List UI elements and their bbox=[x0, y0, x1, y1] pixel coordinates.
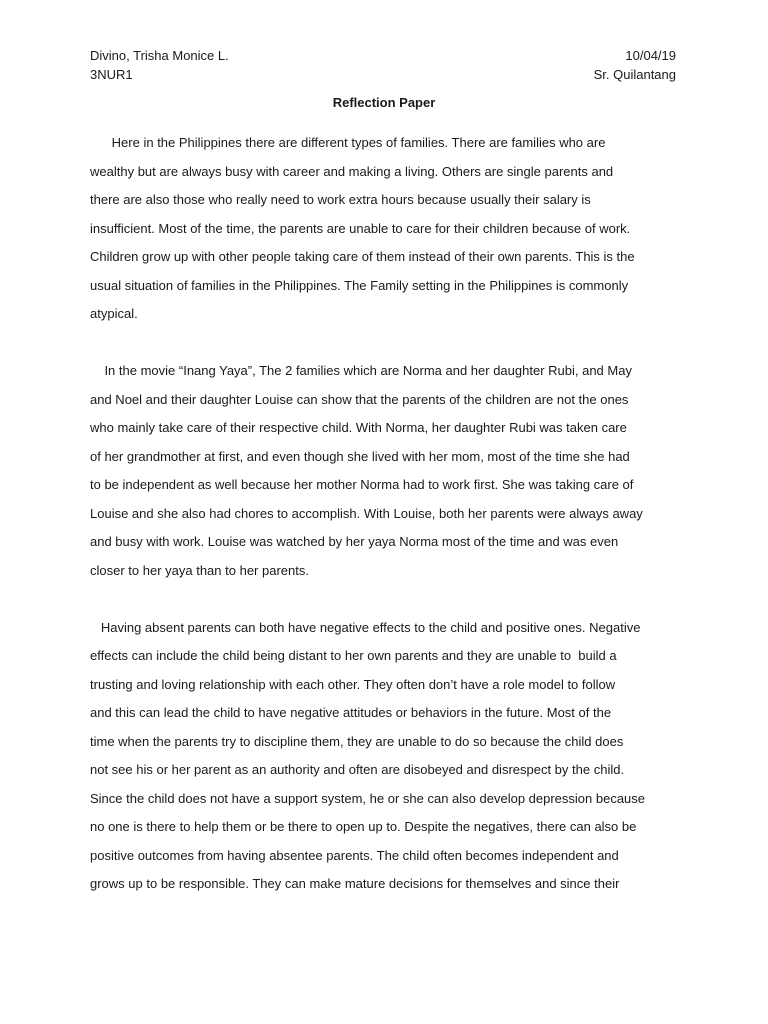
text-line: Louise and she also had chores to accomplish. With Louise, both her parents were always away bbox=[90, 505, 643, 521]
body-text bbox=[90, 129, 678, 927]
text-line: positive outcomes from having absentee parents. The child often becomes independent and bbox=[90, 847, 619, 863]
paragraph bbox=[90, 357, 678, 585]
text-line: time when the parents try to discipline them, they are unable to do so because the child does bbox=[90, 733, 624, 749]
text-line: wealthy but are always busy with career and making a living. Others are single parents and bbox=[90, 163, 614, 179]
text-line: no one is there to help them or be there to open up to. Despite the negatives, there can also be bbox=[90, 819, 637, 834]
instructor: Sr. Quilantang bbox=[593, 67, 676, 82]
text-line: and this can lead the child to have negative attitudes or behaviors in the future. Most of the bbox=[90, 705, 612, 720]
text-line: and Noel and their daughter Louise can show that the parents of the children are not the ones bbox=[90, 391, 629, 407]
text-line: Having absent parents can both have negative effects to the child and positive ones. Negative bbox=[90, 619, 641, 635]
text-line: who mainly take care of their respective child. With Norma, her daughter Rubi was taken care bbox=[90, 420, 627, 435]
text-line: effects can include the child being distant to her own parents and they are unable to build a bbox=[90, 648, 617, 663]
author-name: Divino, Trisha Monice L. bbox=[90, 48, 229, 63]
text-line: closer to her yaya than to her parents. bbox=[90, 562, 309, 578]
text-line: to be independent as well because her mother Norma had to work first. She was taking care of bbox=[90, 477, 634, 492]
text-line: Children grow up with other people taking care of them instead of their own parents. This is the bbox=[90, 249, 635, 264]
text-line: insufficient. Most of the time, the parents are unable to care for their children because of work. bbox=[90, 220, 631, 236]
text-line: Since the child does not have a support system, he or she can also develop depression because bbox=[90, 790, 646, 806]
text-line: In the movie “Inang Yaya”, The 2 families which are Norma and her daughter Rubi, and May bbox=[90, 363, 632, 378]
text-line: and busy with work. Louise was watched by her yaya Norma most of the time and was even bbox=[90, 534, 619, 549]
text-line: not see his or her parent as an authority and often are disobeyed and disrespect by the child. bbox=[90, 762, 625, 777]
section: 3NUR1 bbox=[90, 67, 133, 82]
paragraph bbox=[90, 614, 678, 899]
text-line: grows up to be responsible. They can make mature decisions for themselves and since their bbox=[90, 876, 620, 891]
text-line: Here in the Philippines there are different types of families. There are families who are bbox=[90, 135, 606, 150]
page-title: Reflection Paper bbox=[332, 95, 436, 110]
text-line: trusting and loving relationship with each other. They often don’t have a role model to follow bbox=[90, 676, 616, 692]
date: 10/04/19 bbox=[625, 48, 676, 63]
text-line: atypical. bbox=[90, 306, 138, 321]
paragraph bbox=[90, 129, 678, 329]
text-line: of her grandmother at first, and even though she lived with her mom, most of the time she had bbox=[90, 448, 630, 464]
text-line: there are also those who really need to work extra hours because usually their salary is bbox=[90, 192, 591, 207]
text-line: usual situation of families in the Philippines. The Family setting in the Philippines is commonly bbox=[90, 277, 629, 293]
